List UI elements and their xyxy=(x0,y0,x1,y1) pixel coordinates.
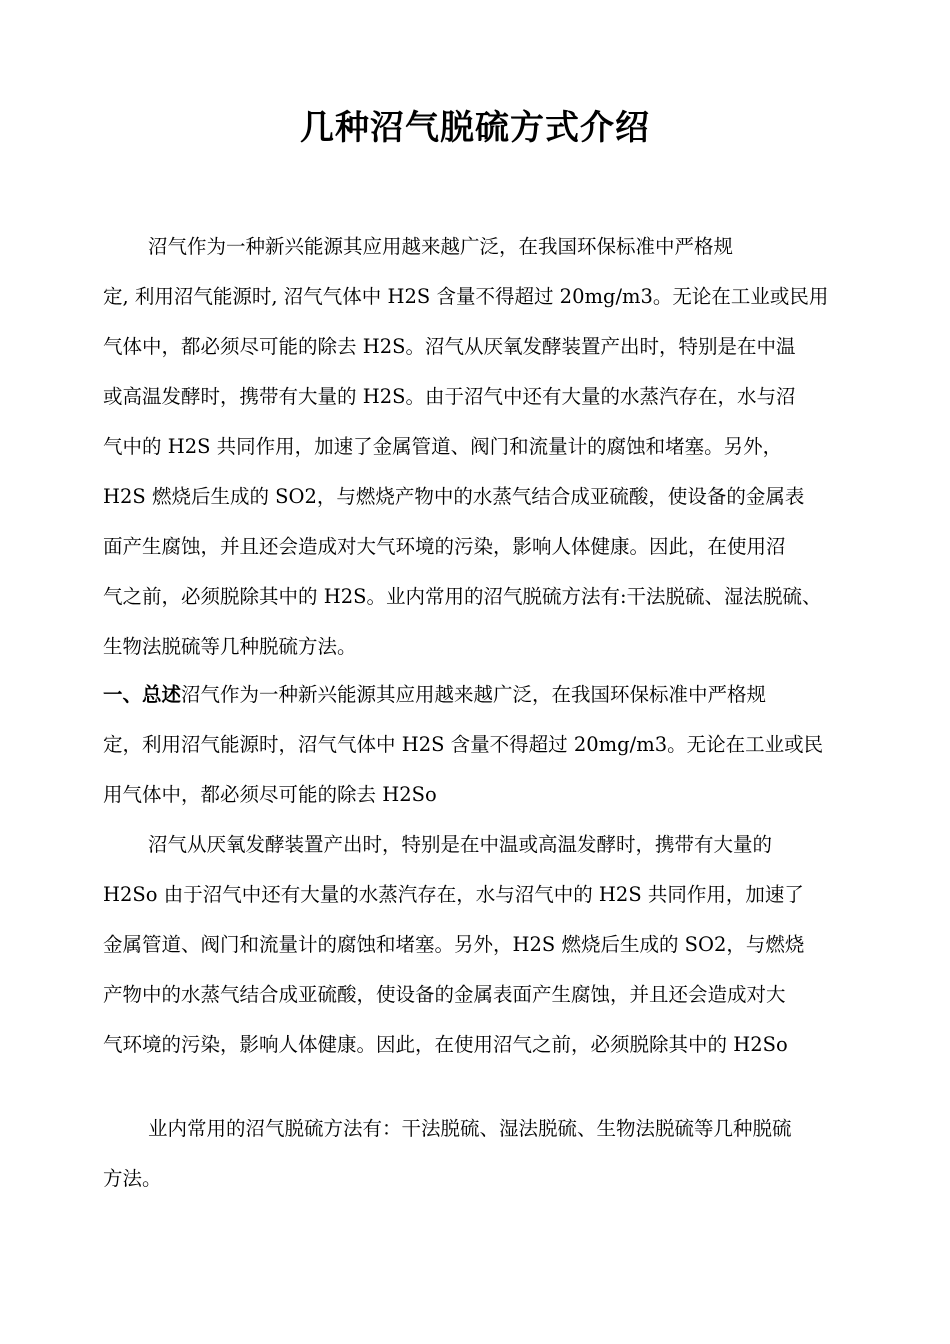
intro-line: 气体中，都必须尽可能的除去 H2S。沼气从厌氧发酵装置产出时，特别是在中温 xyxy=(103,335,796,358)
intro-line: 气之前，必须脱除其中的 H2S。业内常用的沼气脱硫方法有:干法脱硫、湿法脱硫、 xyxy=(103,585,822,608)
section-1-text: 沼气作为一种新兴能源其应用越来越广泛，在我国环保标准中严格规 xyxy=(181,683,767,706)
paragraph-2-line: 气环境的污染，影响人体健康。因此，在使用沼气之前，必须脱除其中的 H2So xyxy=(103,1033,788,1056)
intro-line: 生物法脱硫等几种脱硫方法。 xyxy=(103,635,357,658)
paragraph-2-line: 金属管道、阀门和流量计的腐蚀和堵塞。另外，H2S 燃烧后生成的 SO2，与燃烧 xyxy=(103,933,805,956)
section-1-line: 用气体中，都必须尽可能的除去 H2So xyxy=(103,783,437,806)
paragraph-2-line: 产物中的水蒸气结合成亚硫酸，使设备的金属表面产生腐蚀，并且还会造成对大 xyxy=(103,983,786,1006)
intro-line: 气中的 H2S 共同作用，加速了金属管道、阀门和流量计的腐蚀和堵塞。另外， xyxy=(103,435,783,458)
section-1-first-line xyxy=(103,670,766,720)
paragraph-3-line: 业内常用的沼气脱硫方法有：干法脱硫、湿法脱硫、生物法脱硫等几种脱硫 xyxy=(148,1117,792,1140)
intro-line: 定, 利用沼气能源时, 沼气气体中 H2S 含量不得超过 20mg/m3。无论在工业或民用 xyxy=(103,285,829,308)
document-title: 几种沼气脱硫方式介绍 xyxy=(300,108,650,148)
intro-line: 沼气作为一种新兴能源其应用越来越广泛，在我国环保标准中严格规 xyxy=(148,235,734,258)
paragraph-3-line: 方法。 xyxy=(103,1167,162,1190)
section-1-heading: 一、总述 xyxy=(103,683,182,706)
intro-line: H2S 燃烧后生成的 SO2，与燃烧产物中的水蒸气结合成亚硫酸，使设备的金属表 xyxy=(103,485,805,508)
intro-line: 面产生腐蚀，并且还会造成对大气环境的污染，影响人体健康。因此，在使用沼 xyxy=(103,535,786,558)
paragraph-2-line: 沼气从厌氧发酵装置产出时，特别是在中温或高温发酵时，携带有大量的 xyxy=(148,833,773,856)
section-1-line: 定，利用沼气能源时，沼气气体中 H2S 含量不得超过 20mg/m3。无论在工业或民 xyxy=(103,733,824,756)
paragraph-2-line: H2So 由于沼气中还有大量的水蒸汽存在，水与沼气中的 H2S 共同作用，加速了 xyxy=(103,883,804,906)
intro-line: 或高温发酵时，携带有大量的 H2S。由于沼气中还有大量的水蒸汽存在，水与沼 xyxy=(103,385,796,408)
